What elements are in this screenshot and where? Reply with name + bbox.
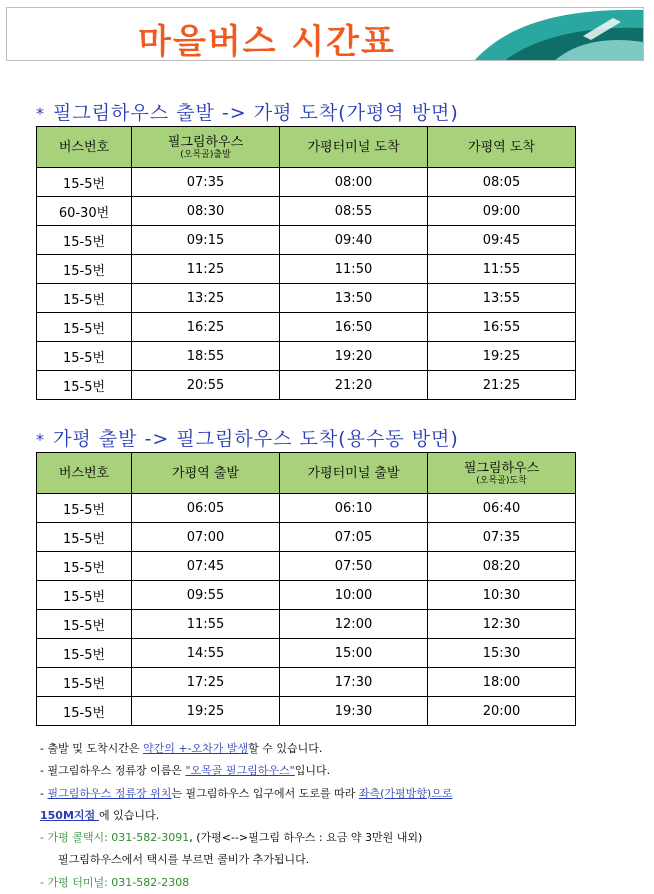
- time-cell: 13:50: [280, 284, 428, 313]
- column-header: [37, 453, 132, 494]
- table-row: [37, 226, 576, 255]
- table-row: [37, 523, 576, 552]
- column-header: [280, 127, 428, 168]
- bus-number-cell: 15-5번: [37, 552, 132, 581]
- time-cell: 16:25: [132, 313, 280, 342]
- column-header: [37, 127, 132, 168]
- time-cell: 11:55: [132, 610, 280, 639]
- column-header-label: 버스번호: [58, 465, 110, 481]
- time-cell: 15:30: [428, 639, 576, 668]
- bus-number-cell: 15-5번: [37, 313, 132, 342]
- time-cell: 21:20: [280, 371, 428, 400]
- time-cell: 21:25: [428, 371, 576, 400]
- header-banner: [6, 7, 644, 61]
- time-cell: 07:45: [132, 552, 280, 581]
- table-header-row: [37, 127, 576, 168]
- bus-number-cell: 60-30번: [37, 197, 132, 226]
- bus-number-cell: 15-5번: [37, 226, 132, 255]
- page-title: 마을버스 시간표: [138, 22, 396, 61]
- asterisk-icon: *: [36, 430, 45, 449]
- table-row: [37, 494, 576, 523]
- section1-title: * 필그림하우스 출발 -> 가평 도착(가평역 방면): [36, 102, 459, 124]
- column-header: [280, 453, 428, 494]
- column-header-label: 가평터미널 출발: [307, 465, 400, 481]
- time-cell: 06:40: [428, 494, 576, 523]
- time-cell: 10:30: [428, 581, 576, 610]
- column-header-label: 필그림하우스: [167, 134, 244, 150]
- time-cell: 18:00: [428, 668, 576, 697]
- time-cell: 19:20: [280, 342, 428, 371]
- time-cell: 07:35: [428, 523, 576, 552]
- note-3: - 필그림하우스 정류장 위치는 필그림하우스 입구에서 도로를 따라 좌측(가평방향)으로: [40, 786, 453, 800]
- bus-number-cell: 15-5번: [37, 255, 132, 284]
- time-cell: 08:30: [132, 197, 280, 226]
- time-cell: 09:45: [428, 226, 576, 255]
- table-row: [37, 552, 576, 581]
- time-cell: 11:50: [280, 255, 428, 284]
- table-row: [37, 371, 576, 400]
- table-row: [37, 313, 576, 342]
- asterisk-icon: *: [36, 104, 45, 123]
- table-row: [37, 697, 576, 726]
- table-row: [37, 342, 576, 371]
- time-cell: 08:55: [280, 197, 428, 226]
- time-cell: 20:55: [132, 371, 280, 400]
- bus-number-cell: 15-5번: [37, 581, 132, 610]
- time-cell: 10:00: [280, 581, 428, 610]
- time-cell: 07:35: [132, 168, 280, 197]
- time-cell: 17:25: [132, 668, 280, 697]
- bus-number-cell: 15-5번: [37, 284, 132, 313]
- time-cell: 09:40: [280, 226, 428, 255]
- column-header-label: 가평역 도착: [468, 139, 535, 155]
- table-inbound: [36, 452, 576, 726]
- time-cell: 16:55: [428, 313, 576, 342]
- table-row: [37, 168, 576, 197]
- table-header-row: [37, 453, 576, 494]
- time-cell: 06:05: [132, 494, 280, 523]
- note-6: 필그림하우스에서 택시를 부르면 콜비가 추가됩니다.: [58, 853, 310, 867]
- column-header-label: 가평역 출발: [172, 465, 239, 481]
- time-cell: 15:00: [280, 639, 428, 668]
- column-header-label: 가평터미널 도착: [307, 139, 400, 155]
- time-cell: 17:30: [280, 668, 428, 697]
- table-row: [37, 581, 576, 610]
- column-header: [132, 127, 280, 168]
- time-cell: 19:30: [280, 697, 428, 726]
- time-cell: 12:00: [280, 610, 428, 639]
- table-row: [37, 255, 576, 284]
- time-cell: 06:10: [280, 494, 428, 523]
- wave-decoration: [463, 8, 643, 61]
- bus-number-cell: 15-5번: [37, 494, 132, 523]
- column-header-label: 필그림하우스: [463, 460, 540, 476]
- time-cell: 09:15: [132, 226, 280, 255]
- time-cell: 20:00: [428, 697, 576, 726]
- time-cell: 07:05: [280, 523, 428, 552]
- bus-number-cell: 15-5번: [37, 610, 132, 639]
- bus-number-cell: 15-5번: [37, 697, 132, 726]
- time-cell: 18:55: [132, 342, 280, 371]
- section2-title: * 가평 출발 -> 필그림하우스 도착(용수동 방면): [36, 428, 459, 450]
- time-cell: 07:50: [280, 552, 428, 581]
- column-header: [132, 453, 280, 494]
- column-header: [428, 453, 576, 494]
- time-cell: 09:55: [132, 581, 280, 610]
- time-cell: 09:00: [428, 197, 576, 226]
- bus-number-cell: 15-5번: [37, 668, 132, 697]
- table-row: [37, 668, 576, 697]
- note-7: - 가평 터미널: 031-582-2308: [40, 875, 190, 889]
- time-cell: 08:00: [280, 168, 428, 197]
- note-1: - 출발 및 도착시간은 약간의 +-오차가 발생할 수 있습니다.: [40, 742, 323, 755]
- time-cell: 16:50: [280, 313, 428, 342]
- bus-number-cell: 15-5번: [37, 639, 132, 668]
- table-row: [37, 197, 576, 226]
- time-cell: 08:05: [428, 168, 576, 197]
- notes: [40, 738, 640, 894]
- bus-number-cell: 15-5번: [37, 342, 132, 371]
- table-outbound: [36, 126, 576, 400]
- note-5: - 가평 콜택시: 031-582-3091, (가평<-->필그림 하우스 : 요금 약 3만원 내외): [40, 831, 423, 845]
- time-cell: 08:20: [428, 552, 576, 581]
- time-cell: 12:30: [428, 610, 576, 639]
- time-cell: 19:25: [428, 342, 576, 371]
- time-cell: 19:25: [132, 697, 280, 726]
- table-row: [37, 639, 576, 668]
- bus-number-cell: 15-5번: [37, 168, 132, 197]
- column-header-label: 버스번호: [58, 139, 110, 155]
- column-header-sublabel: (오목골)도착: [476, 475, 527, 486]
- note-4: 150M지점 에 있습니다.: [40, 808, 160, 822]
- note-2: - 필그림하우스 정류장 이름은 "오목골 필그림하우스"입니다.: [40, 764, 331, 778]
- table-row: [37, 284, 576, 313]
- table-row: [37, 610, 576, 639]
- time-cell: 13:55: [428, 284, 576, 313]
- time-cell: 11:55: [428, 255, 576, 284]
- time-cell: 14:55: [132, 639, 280, 668]
- time-cell: 07:00: [132, 523, 280, 552]
- time-cell: 11:25: [132, 255, 280, 284]
- column-header: [428, 127, 576, 168]
- bus-number-cell: 15-5번: [37, 523, 132, 552]
- bus-number-cell: 15-5번: [37, 371, 132, 400]
- time-cell: 13:25: [132, 284, 280, 313]
- column-header-sublabel: (오목골)출발: [180, 149, 231, 160]
